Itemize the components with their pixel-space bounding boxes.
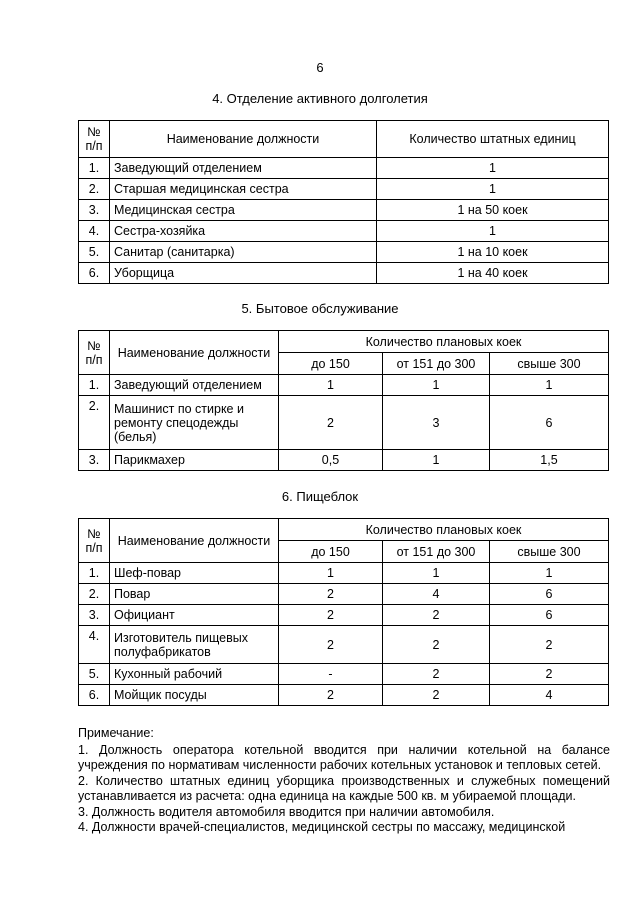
header-name: Наименование должности [110,331,279,375]
table-row [79,685,609,706]
row-c1: 1 [279,563,383,584]
row-num: 4. [79,626,110,664]
row-c1: 2 [279,626,383,664]
header-name: Наименование должности [110,519,279,563]
table-row [79,626,609,664]
header-col-2: от 151 до 300 [383,541,490,563]
section-6-table [78,518,609,706]
row-c1: 2 [279,605,383,626]
row-c3: 1 [490,563,609,584]
row-c1: 2 [279,396,383,450]
row-num: 3. [79,605,110,626]
row-name: Уборщица [110,263,377,284]
row-c1: 0,5 [279,450,383,471]
row-c2: 2 [383,664,490,685]
row-name: Кухонный рабочий [110,664,279,685]
row-c3: 1,5 [490,450,609,471]
header-name: Наименование должности [110,121,377,158]
header-col-1: до 150 [279,353,383,375]
header-col-1: до 150 [279,541,383,563]
header-col-2: от 151 до 300 [383,353,490,375]
section-5-title: 5. Бытовое обслуживание [241,301,399,316]
table-row [79,450,609,471]
section-6-title: 6. Пищеблок [281,489,359,504]
row-name: Заведующий отделением [110,158,377,179]
table-row [79,179,609,200]
row-c1: - [279,664,383,685]
row-c2: 1 [383,375,490,396]
row-count: 1 на 10 коек [377,242,609,263]
row-c3: 2 [490,664,609,685]
table-row [79,584,609,605]
row-name: Заведующий отделением [110,375,279,396]
table-header-row [79,121,609,158]
note-item: 3. Должность водителя автомобиля вводится при наличии автомобиля. [78,804,495,819]
row-c2: 4 [383,584,490,605]
row-c1: 2 [279,584,383,605]
row-num: 6. [79,685,110,706]
row-num: 2. [79,396,110,450]
header-num: № п/п [79,121,110,158]
section-5-table [78,330,609,471]
row-c3: 6 [490,396,609,450]
table-row [79,200,609,221]
row-name: Санитар (санитарка) [110,242,377,263]
header-count: Количество штатных единиц [377,121,609,158]
row-num: 3. [79,200,110,221]
table-row [79,242,609,263]
row-c3: 6 [490,584,609,605]
row-count: 1 [377,158,609,179]
row-c3: 4 [490,685,609,706]
note-item: 4. Должности врачей-специалистов, медицинской сестры по массажу, медицинской [78,820,566,834]
row-count: 1 на 40 коек [377,263,609,284]
row-c3: 6 [490,605,609,626]
row-name: Старшая медицинская сестра [110,179,377,200]
table-header-row [79,331,609,353]
table-row [79,375,609,396]
table-row [79,605,609,626]
page-number: 6 [316,60,324,75]
row-name: Машинист по стирке и ремонту спецодежды (белья) [110,396,279,450]
table-row [79,396,609,450]
row-c2: 3 [383,396,490,450]
row-count: 1 на 50 коек [377,200,609,221]
row-count: 1 [377,221,609,242]
row-c2: 1 [383,563,490,584]
section-4-table [78,120,609,284]
row-num: 2. [79,584,110,605]
row-c2: 1 [383,450,490,471]
row-name: Повар [110,584,279,605]
row-num: 5. [79,242,110,263]
table-row [79,563,609,584]
note-item: 2. Количество штатных единиц уборщика производственных и служебных помещений устанавливается из расчета: одна единица на каждые 500 кв. м убираемой площади. [78,773,610,803]
notes-heading: Примечание: [78,726,154,740]
table-header-row [79,519,609,541]
row-name: Мойщик посуды [110,685,279,706]
table-row [79,158,609,179]
table-row [79,263,609,284]
row-num: 1. [79,375,110,396]
row-name: Медицинская сестра [110,200,377,221]
table-row [79,221,609,242]
row-num: 5. [79,664,110,685]
row-c2: 2 [383,605,490,626]
notes-block [78,726,610,836]
row-num: 1. [79,158,110,179]
row-name: Изготовитель пищевых полуфабрикатов [110,626,279,664]
header-beds-group: Количество плановых коек [279,519,609,541]
section-4-title: 4. Отделение активного долголетия [212,91,428,106]
row-c2: 2 [383,626,490,664]
row-num: 1. [79,563,110,584]
header-num: № п/п [79,519,110,563]
row-num: 2. [79,179,110,200]
row-name: Официант [110,605,279,626]
row-name: Шеф-повар [110,563,279,584]
row-c1: 1 [279,375,383,396]
header-col-3: свыше 300 [490,541,609,563]
header-col-3: свыше 300 [490,353,609,375]
row-num: 6. [79,263,110,284]
row-num: 3. [79,450,110,471]
header-beds-group: Количество плановых коек [279,331,609,353]
row-c3: 2 [490,626,609,664]
header-num: № п/п [79,331,110,375]
row-c2: 2 [383,685,490,706]
row-count: 1 [377,179,609,200]
note-item: 1. Должность оператора котельной вводится при наличии котельной на балансе учреждения по нормативам численности рабочих котельных установок и тепловых сетей. [78,742,610,772]
row-name: Сестра-хозяйка [110,221,377,242]
row-name: Парикмахер [110,450,279,471]
row-c1: 2 [279,685,383,706]
row-num: 4. [79,221,110,242]
table-row [79,664,609,685]
row-c3: 1 [490,375,609,396]
